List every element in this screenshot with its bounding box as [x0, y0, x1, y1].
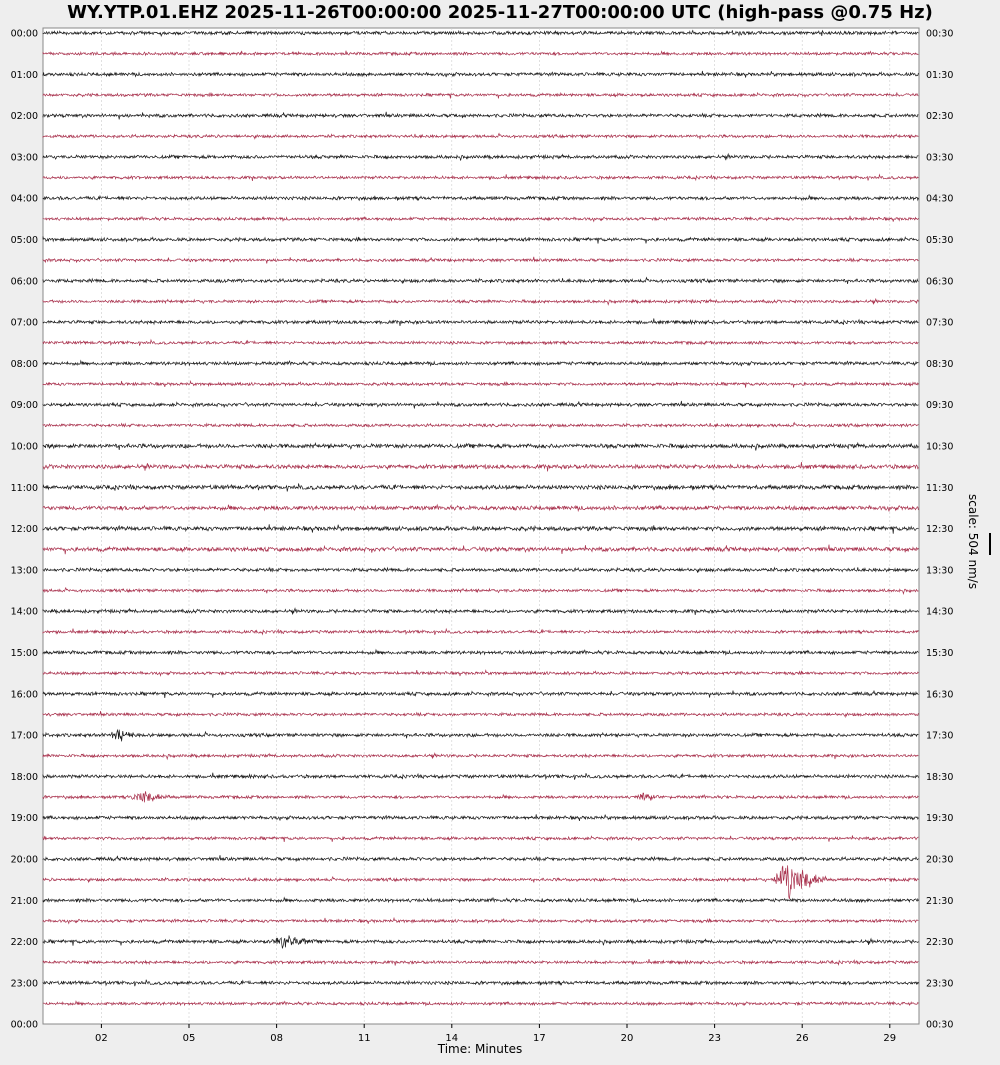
right-label-18: 18:30 [926, 771, 954, 783]
left-label-22: 22:00 [10, 937, 38, 949]
x-tick-label-2: 08 [270, 1033, 283, 1044]
x-tick-label-4: 14 [445, 1033, 459, 1044]
right-label-11: 11:30 [926, 482, 954, 494]
left-label-10: 10:00 [10, 441, 38, 453]
left-label-17: 17:00 [10, 730, 38, 742]
left-label-20: 20:00 [10, 854, 38, 866]
right-label-16: 16:30 [926, 689, 954, 701]
x-axis-ticks [95, 1024, 896, 1044]
left-label-24: 00:00 [10, 1019, 38, 1031]
right-label-20: 20:30 [926, 854, 954, 866]
x-tick-label-9: 29 [883, 1033, 897, 1044]
left-label-16: 16:00 [10, 689, 38, 701]
right-label-24: 00:30 [926, 1019, 954, 1031]
left-label-6: 06:00 [10, 276, 38, 288]
x-tick-label-6: 20 [620, 1033, 634, 1044]
right-label-12: 12:30 [926, 524, 954, 536]
x-tick-label-8: 26 [795, 1033, 809, 1044]
left-label-5: 05:00 [10, 235, 38, 246]
left-label-18: 18:00 [10, 771, 38, 783]
left-label-19: 19:00 [10, 813, 38, 825]
left-label-14: 14:00 [10, 606, 38, 618]
right-label-13: 13:30 [926, 565, 954, 577]
left-label-23: 23:00 [10, 978, 38, 990]
left-label-2: 02:00 [10, 111, 38, 123]
x-tick-label-1: 05 [182, 1033, 196, 1044]
right-label-7: 07:30 [926, 317, 954, 329]
right-label-23: 23:30 [926, 978, 954, 990]
left-label-3: 03:00 [10, 152, 38, 164]
x-axis-label: Time: Minutes [437, 1042, 523, 1056]
right-time-labels [926, 29, 953, 1031]
right-label-0: 00:30 [926, 28, 954, 40]
right-label-2: 02:30 [926, 111, 954, 123]
right-label-17: 17:30 [926, 730, 954, 742]
left-label-15: 15:00 [10, 648, 38, 659]
right-label-14: 14:30 [926, 606, 954, 618]
left-label-21: 21:00 [10, 895, 38, 907]
left-label-0: 00:00 [10, 28, 38, 40]
right-label-6: 06:30 [926, 276, 954, 288]
right-label-5: 05:30 [926, 235, 954, 246]
left-label-12: 12:00 [10, 524, 38, 536]
x-tick-label-0: 02 [95, 1033, 108, 1044]
right-label-22: 22:30 [926, 937, 954, 949]
right-label-15: 15:30 [926, 648, 954, 659]
left-label-1: 01:00 [10, 69, 38, 81]
right-label-4: 04:30 [926, 193, 954, 205]
x-tick-label-7: 23 [708, 1033, 721, 1044]
left-label-4: 04:00 [10, 193, 38, 205]
right-label-1: 01:30 [926, 69, 954, 81]
right-label-3: 03:30 [926, 152, 954, 164]
chart-title: WY.YTP.01.EHZ 2025-11-26T00:00:00 2025-11-27T00:00:00 UTC (high-pass @0.75 Hz) [67, 2, 933, 23]
scale-label: scale: 504 nm/s [966, 494, 980, 590]
left-label-8: 08:00 [10, 358, 38, 370]
right-label-21: 21:30 [926, 895, 954, 907]
left-label-11: 11:00 [10, 482, 38, 494]
x-tick-label-3: 11 [357, 1033, 371, 1044]
left-time-labels [11, 29, 38, 1031]
right-label-8: 08:30 [926, 358, 954, 370]
right-label-10: 10:30 [926, 441, 954, 453]
right-label-9: 09:30 [926, 400, 954, 412]
left-label-7: 07:00 [10, 317, 38, 329]
x-tick-label-5: 17 [533, 1033, 546, 1044]
left-label-9: 09:00 [10, 400, 38, 412]
left-label-13: 13:00 [10, 565, 38, 577]
right-label-19: 19:30 [926, 813, 954, 825]
